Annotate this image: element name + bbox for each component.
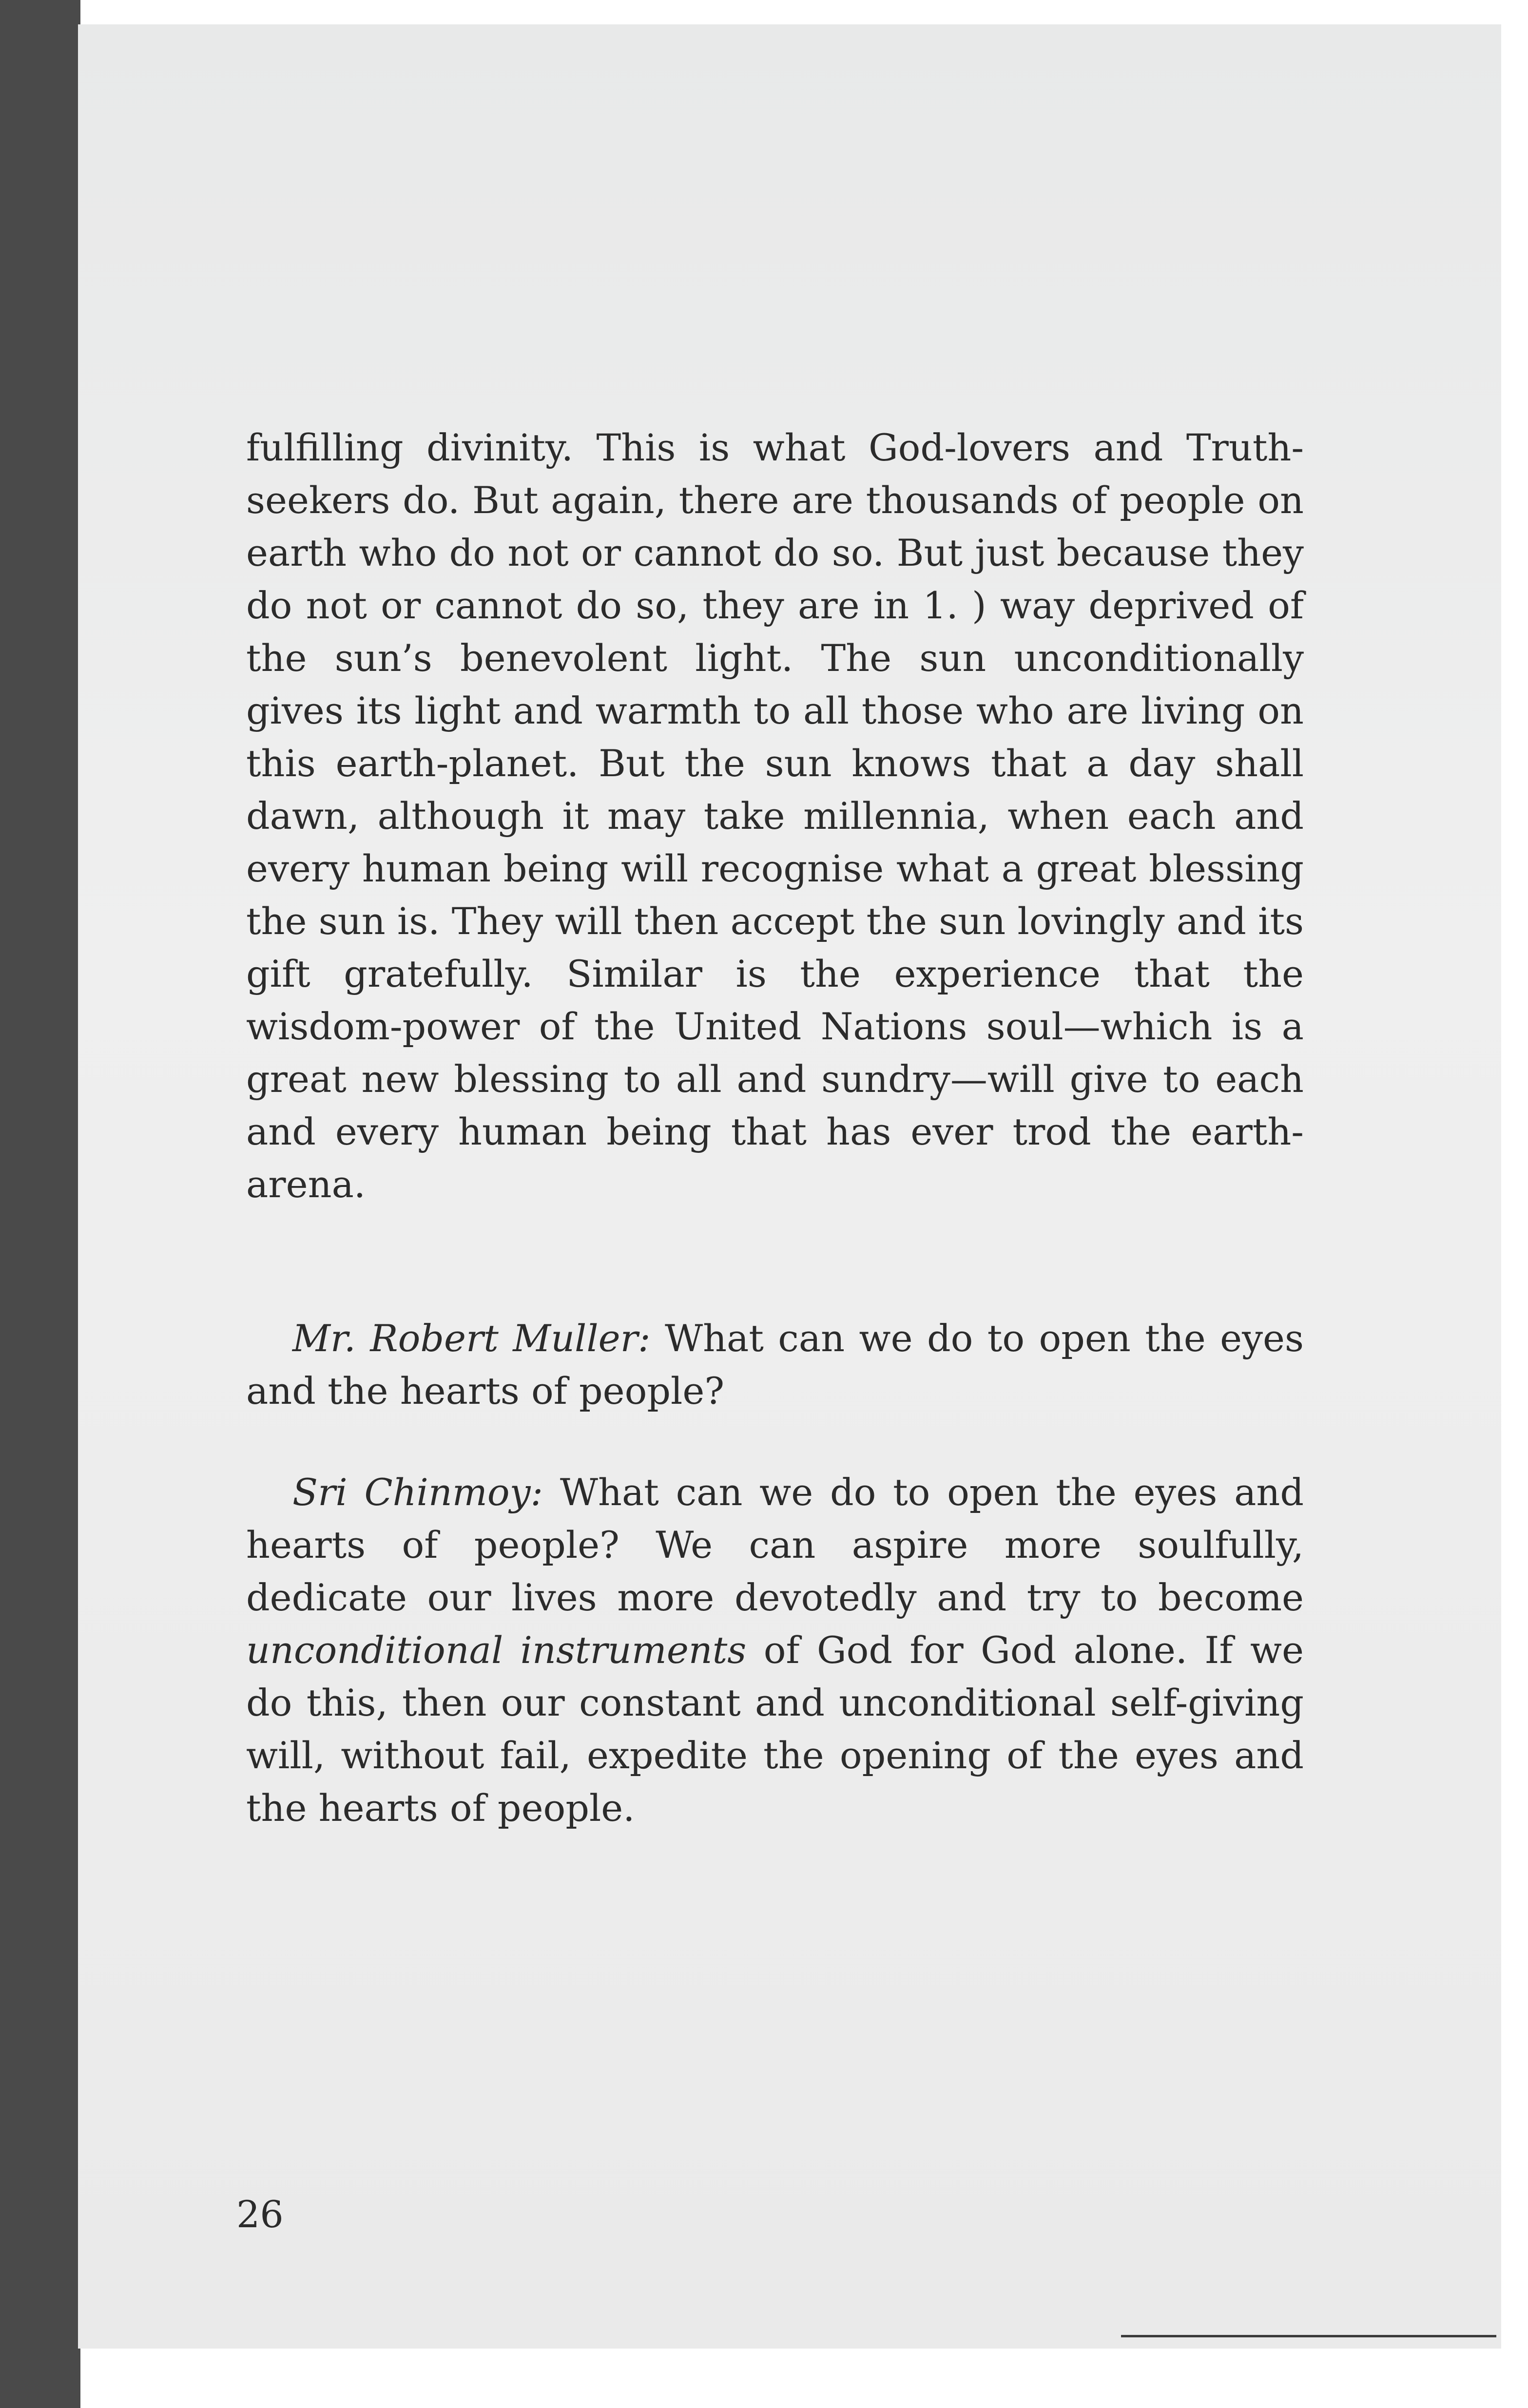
answer-emphasis: unconditional instruments <box>246 1628 747 1672</box>
answer-text-end: of God for God alone. If we do this, then our constant and unconditional self-giving will, without fail, expedite the opening of the eyes and the hearts of people. <box>246 1628 1304 1830</box>
book-page <box>78 24 1501 2349</box>
paragraph-gap <box>246 1211 1304 1312</box>
paragraph-1: fulfilling divinity. This is what God-lovers and Truth-seekers do. But again, there are thousands of people on earth who do not or cannot do so. But just because they do not or cannot do so, they are in 1. ) way deprived of the sun’s benevolent light. The sun unconditionally gives its light and warmth to all those who are living on this earth-planet. But the sun knows that a day shall dawn, although it may take millennia, when each and every human being will recognise what a great blessing the sun is. They will then accept the sun lovingly and its gift gratefully. Similar is the experience that the wisdom-power of the United Nations soul—which is a great new blessing to all and sundry—will give to each and every human being that has ever trod the earth-arena. <box>246 426 1304 1206</box>
scan-edge-left <box>0 0 80 2408</box>
body-text <box>246 421 1304 1835</box>
paragraph-gap <box>246 1417 1304 1466</box>
question-paragraph <box>246 1312 1304 1417</box>
speaker-robert-muller: Mr. Robert Muller: <box>292 1317 651 1360</box>
speaker-sri-chinmoy: Sri Chinmoy: <box>292 1471 543 1514</box>
answer-text-start: What can we do to open the eyes and hearts of people? We can aspire more soulfully, dedicate our lives more devotedly and try to become <box>246 1471 1304 1619</box>
page-number: 26 <box>236 2193 284 2236</box>
question-text: What can we do to open the eyes and the hearts of people? <box>246 1317 1304 1413</box>
answer-paragraph <box>246 1466 1304 1835</box>
page-bottom-edge <box>1121 2335 1496 2337</box>
